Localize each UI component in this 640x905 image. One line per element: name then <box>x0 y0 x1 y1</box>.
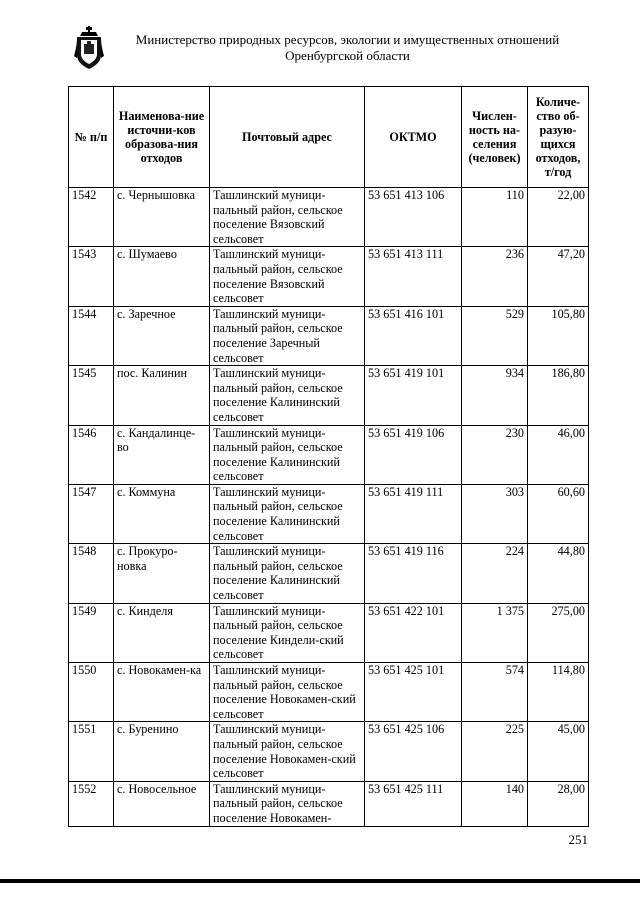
waste-amount: 22,00 <box>528 188 589 247</box>
source-name: с. Кинделя <box>114 603 210 662</box>
source-name: с. Прокуро-новка <box>114 544 210 603</box>
postal-address: Ташлинский муници-пальный район, сельское поселение Новокамен- <box>210 781 365 826</box>
ministry-header <box>120 32 575 64</box>
table-row <box>69 366 589 425</box>
row-number: 1544 <box>69 306 114 365</box>
oktmo-code: 53 651 413 106 <box>365 188 462 247</box>
row-number: 1545 <box>69 366 114 425</box>
postal-address: Ташлинский муници-пальный район, сельское поселение Вязовский сельсовет <box>210 247 365 306</box>
row-number: 1546 <box>69 425 114 484</box>
row-number: 1551 <box>69 722 114 781</box>
postal-address: Ташлинский муници-пальный район, сельское поселение Калининский сельсовет <box>210 484 365 543</box>
population: 230 <box>462 425 528 484</box>
header-population: Числен-ность на-селения (человек) <box>462 87 528 188</box>
source-name: с. Чернышовка <box>114 188 210 247</box>
oktmo-code: 53 651 419 101 <box>365 366 462 425</box>
table-row <box>69 544 589 603</box>
population: 224 <box>462 544 528 603</box>
waste-amount: 47,20 <box>528 247 589 306</box>
waste-amount: 44,80 <box>528 544 589 603</box>
coat-of-arms-icon <box>74 26 104 70</box>
postal-address: Ташлинский муници-пальный район, сельское поселение Заречный сельсовет <box>210 306 365 365</box>
oktmo-code: 53 651 419 111 <box>365 484 462 543</box>
header-number: № п/п <box>69 87 114 188</box>
table-row <box>69 306 589 365</box>
population: 140 <box>462 781 528 826</box>
waste-amount: 28,00 <box>528 781 589 826</box>
waste-amount: 46,00 <box>528 425 589 484</box>
row-number: 1542 <box>69 188 114 247</box>
oktmo-code: 53 651 419 106 <box>365 425 462 484</box>
bottom-divider <box>0 879 640 883</box>
oktmo-code: 53 651 413 111 <box>365 247 462 306</box>
header-source-name: Наименова-ние источни-ков образова-ния отходов <box>114 87 210 188</box>
row-number: 1547 <box>69 484 114 543</box>
table-header-row <box>69 87 589 188</box>
waste-amount: 114,80 <box>528 663 589 722</box>
population: 574 <box>462 663 528 722</box>
source-name: с. Буренино <box>114 722 210 781</box>
oktmo-code: 53 651 416 101 <box>365 306 462 365</box>
postal-address: Ташлинский муници-пальный район, сельское поселение Киндели-ский сельсовет <box>210 603 365 662</box>
population: 934 <box>462 366 528 425</box>
oktmo-code: 53 651 425 101 <box>365 663 462 722</box>
waste-amount: 186,80 <box>528 366 589 425</box>
source-name: с. Коммуна <box>114 484 210 543</box>
population: 236 <box>462 247 528 306</box>
source-name: с. Кандалинце-во <box>114 425 210 484</box>
table-row <box>69 722 589 781</box>
row-number: 1549 <box>69 603 114 662</box>
row-number: 1548 <box>69 544 114 603</box>
population: 1 375 <box>462 603 528 662</box>
source-name: с. Новосельное <box>114 781 210 826</box>
oktmo-code: 53 651 425 111 <box>365 781 462 826</box>
postal-address: Ташлинский муници-пальный район, сельское поселение Вязовский сельсовет <box>210 188 365 247</box>
table-row <box>69 781 589 826</box>
table-row <box>69 188 589 247</box>
page-number: 251 <box>568 832 588 847</box>
header-address: Почтовый адрес <box>210 87 365 188</box>
waste-amount: 60,60 <box>528 484 589 543</box>
header-waste-amount: Количе-ство об-разую-щихся отходов, т/год <box>528 87 589 188</box>
waste-amount: 275,00 <box>528 603 589 662</box>
source-name: с. Шумаево <box>114 247 210 306</box>
header-oktmo: ОКТМО <box>365 87 462 188</box>
oktmo-code: 53 651 425 106 <box>365 722 462 781</box>
waste-amount: 105,80 <box>528 306 589 365</box>
table-row <box>69 425 589 484</box>
source-name: пос. Калинин <box>114 366 210 425</box>
row-number: 1543 <box>69 247 114 306</box>
population: 225 <box>462 722 528 781</box>
row-number: 1552 <box>69 781 114 826</box>
postal-address: Ташлинский муници-пальный район, сельское поселение Новокамен-ский сельсовет <box>210 663 365 722</box>
table-row <box>69 484 589 543</box>
population: 529 <box>462 306 528 365</box>
postal-address: Ташлинский муници-пальный район, сельское поселение Калининский сельсовет <box>210 425 365 484</box>
postal-address: Ташлинский муници-пальный район, сельское поселение Новокамен-ский сельсовет <box>210 722 365 781</box>
source-name: с. Заречное <box>114 306 210 365</box>
waste-amount: 45,00 <box>528 722 589 781</box>
oktmo-code: 53 651 422 101 <box>365 603 462 662</box>
population: 303 <box>462 484 528 543</box>
waste-sources-table <box>68 86 589 827</box>
row-number: 1550 <box>69 663 114 722</box>
table-row <box>69 603 589 662</box>
postal-address: Ташлинский муници-пальный район, сельское поселение Калининский сельсовет <box>210 544 365 603</box>
table-row <box>69 663 589 722</box>
region-name: Оренбургской области <box>285 48 410 63</box>
population: 110 <box>462 188 528 247</box>
source-name: с. Новокамен-ка <box>114 663 210 722</box>
postal-address: Ташлинский муници-пальный район, сельское поселение Калининский сельсовет <box>210 366 365 425</box>
oktmo-code: 53 651 419 116 <box>365 544 462 603</box>
table-row <box>69 247 589 306</box>
ministry-name: Министерство природных ресурсов, экологии и имущественных отношений <box>135 32 560 47</box>
